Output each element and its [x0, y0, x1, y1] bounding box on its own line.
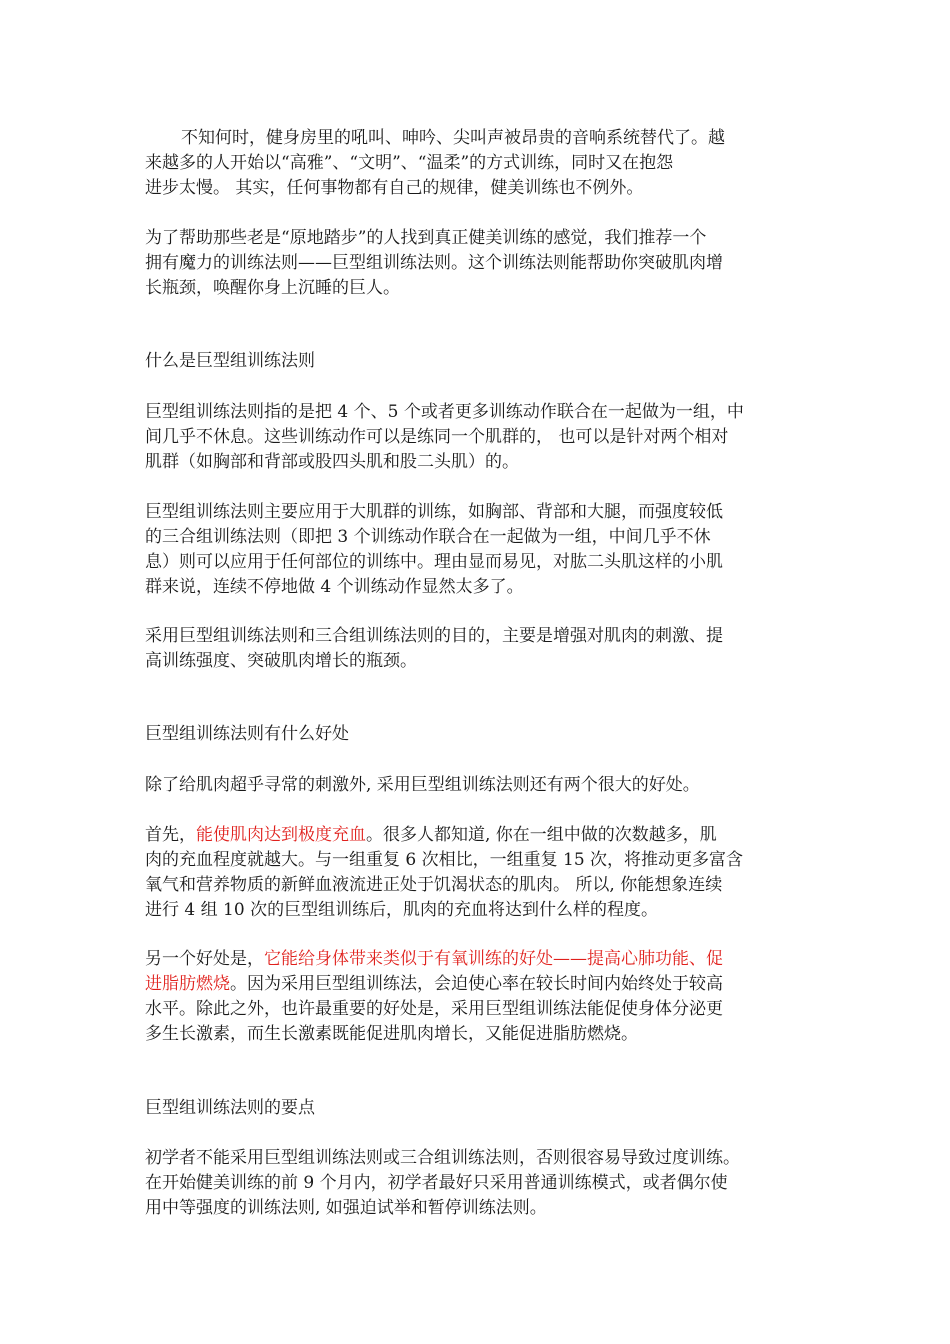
paragraph-purpose: [145, 624, 815, 674]
text-line: 在开始健美训练的前 9 个月内，初学者最好只采用普通训练模式，或者偶尔使: [145, 1173, 728, 1193]
text-line: 的三合组训练法则（即把 3 个训练动作联合在一起做为一组，中间几乎不休: [145, 527, 711, 547]
text-line: 息）则可以应用于任何部位的训练中。理由显而易见，对肱二头肌这样的小肌: [145, 552, 723, 572]
paragraph-key-points: [145, 1146, 815, 1221]
text-line: 进行 4 组 10 次的巨型组训练后，肌肉的充血将达到什么样的程度。: [145, 900, 659, 920]
text-line: 除了给肌肉超乎寻常的刺激外, 采用巨型组训练法则还有两个很大的好处。: [145, 775, 700, 795]
text-line: 初学者不能采用巨型组训练法则或三合组训练法则，否则很容易导致过度训练。: [145, 1148, 740, 1168]
paragraph-benefits-intro: [145, 773, 815, 798]
text-line: 巨型组训练法则主要应用于大肌群的训练，如胸部、背部和大腿，而强度较低: [145, 502, 723, 522]
text-line: 多生长激素，而生长激素既能促进肌肉增长，又能促进脂肪燃烧。: [145, 1024, 638, 1044]
heading-text: 巨型组训练法则有什么好处: [145, 724, 349, 744]
text-line: 拥有魔力的训练法则——巨型组训练法则。这个训练法则能帮助你突破肌肉增: [145, 253, 723, 273]
text-line: [145, 823, 815, 848]
text-segment: 首先，: [145, 825, 196, 845]
paragraph-recommend: [145, 226, 815, 301]
text-line: 水平。除此之外，也许最重要的好处是，采用巨型组训练法能促使身体分泌更: [145, 999, 723, 1019]
paragraph-application: [145, 500, 815, 600]
text-line: [145, 947, 815, 972]
section-heading: [145, 1096, 815, 1121]
text-segment: 。很多人都知道, 你在一组中做的次数越多，肌: [366, 825, 717, 845]
text-line: 用中等强度的训练法则, 如强迫试举和暂停训练法则。: [145, 1198, 547, 1218]
text-line: 长瓶颈，唤醒你身上沉睡的巨人。: [145, 278, 400, 298]
highlight-text: 进脂肪燃烧: [145, 974, 230, 994]
text-line: 来越多的人开始以“高雅”、“文明”、“温柔”的方式训练，同时又在抱怨: [145, 153, 674, 173]
text-line: 巨型组训练法则指的是把 4 个、5 个或者更多训练动作联合在一起做为一组，中: [145, 402, 744, 422]
text-line: 间几乎不休息。这些训练动作可以是练同一个肌群的， 也可以是针对两个相对: [145, 427, 729, 447]
text-segment: 。因为采用巨型组训练法，会迫使心率在较长时间内始终处于较高: [230, 974, 723, 994]
text-line: 进步太慢。 其实，任何事物都有自己的规律，健美训练也不例外。: [145, 178, 644, 198]
highlight-text: 它能给身体带来类似于有氧训练的好处——提高心肺功能、促: [264, 949, 723, 969]
text-line: 高训练强度、突破肌肉增长的瓶颈。: [145, 651, 417, 671]
section-heading: [145, 722, 815, 747]
text-line: 不知何时，健身房里的吼叫、呻吟、尖叫声被昂贵的音响系统替代了。越: [181, 128, 725, 148]
section-heading: [145, 349, 815, 374]
paragraph-benefit-pump: [145, 823, 815, 923]
text-line: 群来说，连续不停地做 4 个训练动作显然太多了。: [145, 577, 524, 597]
text-line: 肉的充血程度就越大。与一组重复 6 次相比，一组重复 15 次，将推动更多富含: [145, 850, 744, 870]
text-line: 肌群（如胸部和背部或股四头肌和股二头肌）的。: [145, 452, 519, 472]
heading-text: 巨型组训练法则的要点: [145, 1098, 315, 1118]
paragraph-benefit-aerobic: [145, 947, 815, 1047]
paragraph-intro: [145, 126, 815, 201]
text-line: 采用巨型组训练法则和三合组训练法则的目的，主要是增强对肌肉的刺激、提: [145, 626, 723, 646]
text-line: 为了帮助那些老是“原地踏步”的人找到真正健美训练的感觉，我们推荐一个: [145, 228, 707, 248]
text-line: [145, 972, 815, 997]
text-segment: 另一个好处是，: [145, 949, 264, 969]
heading-text: 什么是巨型组训练法则: [145, 351, 315, 371]
text-line: 氧气和营养物质的新鲜血液流进正处于饥渴状态的肌肉。 所以, 你能想象连续: [145, 875, 723, 895]
paragraph-definition: [145, 400, 815, 475]
highlight-text: 能使肌肉达到极度充血: [196, 825, 366, 845]
